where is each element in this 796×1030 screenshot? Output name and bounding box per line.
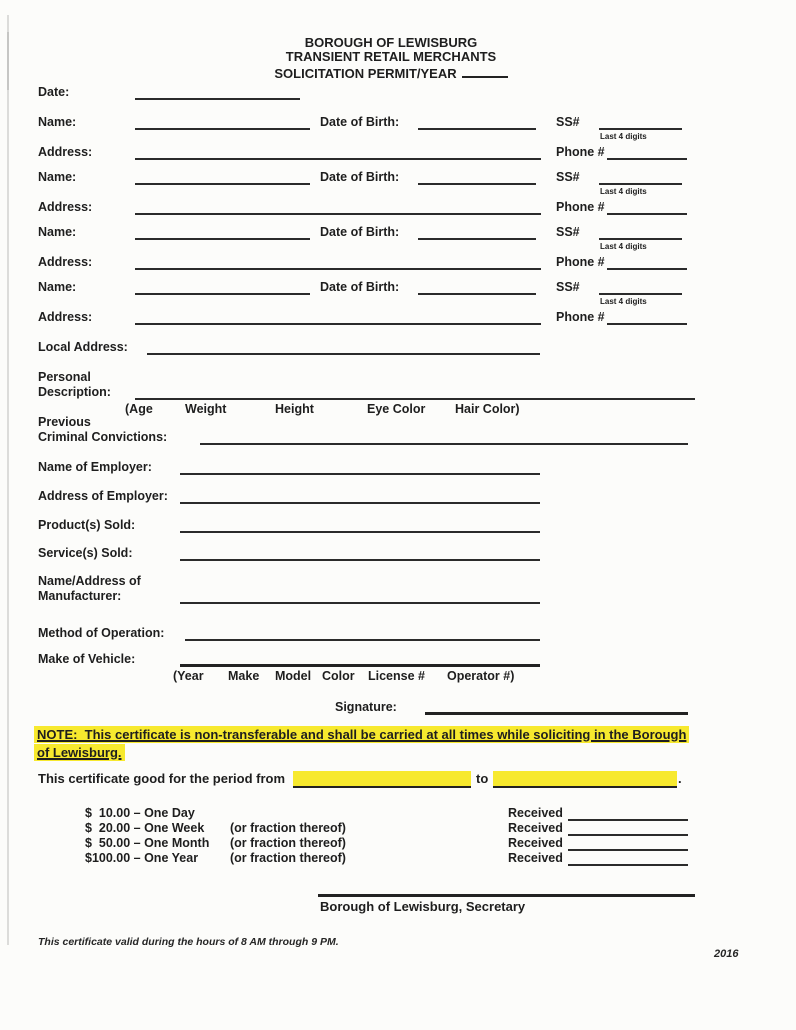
period-from-blank xyxy=(293,771,471,788)
fee-1-received-line xyxy=(568,819,688,821)
note-text-line1: NOTE: This certificate is non-transferable and shall be carried at all times while soliciting in the Borough xyxy=(34,726,689,743)
applicant-1-name-label: Name: xyxy=(38,115,77,129)
applicant-2-name-line xyxy=(135,183,310,185)
local-address-label: Local Address: xyxy=(38,340,128,354)
applicant-4-dob-label: Date of Birth: xyxy=(320,280,400,294)
method-of-operation-label: Method of Operation: xyxy=(38,626,165,640)
method-of-operation-line xyxy=(185,639,540,641)
fee-4-received-label: Received xyxy=(508,851,563,865)
vehicle-hint-year: (Year xyxy=(173,669,204,683)
vehicle-hint-model: Model xyxy=(275,669,312,683)
applicant-3-phone-line xyxy=(607,268,687,270)
manufacturer-label-line2: Manufacturer: xyxy=(38,589,122,603)
applicant-1-address-label: Address: xyxy=(38,145,93,159)
vehicle-hint-color: Color xyxy=(322,669,355,683)
date-label: Date: xyxy=(38,85,70,99)
fee-3-received-label: Received xyxy=(508,836,563,850)
personal-description-label-line1: Personal xyxy=(38,370,91,384)
applicant-3-address-label: Address: xyxy=(38,255,93,269)
employer-address-label: Address of Employer: xyxy=(38,489,168,503)
applicant-1-dob-label: Date of Birth: xyxy=(320,115,400,129)
fee-3-received-line xyxy=(568,849,688,851)
applicant-1-ss-line xyxy=(599,128,682,130)
period-prefix-label: This certificate good for the period from xyxy=(38,771,286,786)
employer-name-line xyxy=(180,473,540,475)
vehicle-hint-operator: Operator #) xyxy=(447,669,515,683)
fee-4-note: (or fraction thereof) xyxy=(230,851,346,865)
local-address-line xyxy=(147,353,540,355)
applicant-1-name-line xyxy=(135,128,310,130)
personal-hint-eye-color: Eye Color xyxy=(367,402,426,416)
fee-2-label: $ 20.00 – One Week xyxy=(85,821,205,835)
secretary-label: Borough of Lewisburg, Secretary xyxy=(320,899,526,914)
applicant-3-ss-line xyxy=(599,238,682,240)
applicant-2-address-line xyxy=(135,213,541,215)
applicant-2-address-label: Address: xyxy=(38,200,93,214)
convictions-label-line2: Criminal Convictions: xyxy=(38,430,168,444)
applicant-4-phone-label: Phone # xyxy=(556,310,605,324)
applicant-3-ss-hint: Last 4 digits xyxy=(600,242,647,251)
period-connector-label: to xyxy=(476,771,489,786)
applicant-3-dob-line xyxy=(418,238,536,240)
applicant-4-dob-line xyxy=(418,293,536,295)
form-title-line3 xyxy=(0,64,782,81)
applicant-1-phone-line xyxy=(607,158,687,160)
vehicle-hint-make: Make xyxy=(228,669,260,683)
personal-hint-hair-color: Hair Color) xyxy=(455,402,520,416)
fee-4-received-line xyxy=(568,864,688,866)
personal-description-label-line2: Description: xyxy=(38,385,111,399)
fee-3-note: (or fraction thereof) xyxy=(230,836,346,850)
applicant-3-name-line xyxy=(135,238,310,240)
fee-1-received-label: Received xyxy=(508,806,563,820)
secretary-signature-line xyxy=(318,894,695,897)
applicant-4-ss-line xyxy=(599,293,682,295)
applicant-4-address-line xyxy=(135,323,541,325)
manufacturer-line xyxy=(180,602,540,604)
signature-label: Signature: xyxy=(335,700,397,714)
vehicle-hint-license: License # xyxy=(368,669,425,683)
applicant-4-ss-label: SS# xyxy=(556,280,580,294)
applicant-4-name-label: Name: xyxy=(38,280,77,294)
date-line xyxy=(135,98,300,100)
applicant-3-name-label: Name: xyxy=(38,225,77,239)
applicant-2-dob-label: Date of Birth: xyxy=(320,170,400,184)
personal-hint-age: (Age xyxy=(125,402,153,416)
applicant-3-dob-label: Date of Birth: xyxy=(320,225,400,239)
services-sold-line xyxy=(180,559,540,561)
personal-description-line xyxy=(135,398,695,400)
applicant-2-dob-line xyxy=(418,183,536,185)
period-suffix: . xyxy=(678,771,682,786)
personal-hint-height: Height xyxy=(275,402,314,416)
applicant-3-phone-label: Phone # xyxy=(556,255,605,269)
valid-hours-note: This certificate valid during the hours of 8 AM through 9 PM. xyxy=(38,936,339,948)
fee-2-note: (or fraction thereof) xyxy=(230,821,346,835)
fee-1-label: $ 10.00 – One Day xyxy=(85,806,195,820)
fee-2-received-line xyxy=(568,834,688,836)
applicant-4-address-label: Address: xyxy=(38,310,93,324)
convictions-label-line1: Previous xyxy=(38,415,91,429)
fee-4-label: $100.00 – One Year xyxy=(85,851,199,865)
make-of-vehicle-line xyxy=(180,664,540,667)
personal-hint-weight: Weight xyxy=(185,402,227,416)
form-year: 2016 xyxy=(714,948,739,960)
applicant-3-ss-label: SS# xyxy=(556,225,580,239)
form-title-line3-text: SOLICITATION PERMIT/YEAR xyxy=(274,66,457,81)
form-title-line2: TRANSIENT RETAIL MERCHANTS xyxy=(285,49,497,64)
period-to-blank xyxy=(493,771,677,788)
note-text-line2: of Lewisburg. xyxy=(34,744,125,761)
applicant-4-ss-hint: Last 4 digits xyxy=(600,297,647,306)
form-title-line1: BOROUGH OF LEWISBURG xyxy=(304,35,478,50)
fee-2-received-label: Received xyxy=(508,821,563,835)
employer-name-label: Name of Employer: xyxy=(38,460,152,474)
products-sold-label: Product(s) Sold: xyxy=(38,518,136,532)
fee-3-label: $ 50.00 – One Month xyxy=(85,836,210,850)
applicant-1-phone-label: Phone # xyxy=(556,145,605,159)
applicant-4-name-line xyxy=(135,293,310,295)
services-sold-label: Service(s) Sold: xyxy=(38,546,133,560)
products-sold-line xyxy=(180,531,540,533)
applicant-2-name-label: Name: xyxy=(38,170,77,184)
make-of-vehicle-label: Make of Vehicle: xyxy=(38,652,136,666)
applicant-1-ss-label: SS# xyxy=(556,115,580,129)
employer-address-line xyxy=(180,502,540,504)
convictions-line xyxy=(200,443,688,445)
manufacturer-label-line1: Name/Address of xyxy=(38,574,141,588)
applicant-3-address-line xyxy=(135,268,541,270)
applicant-1-address-line xyxy=(135,158,541,160)
applicant-1-ss-hint: Last 4 digits xyxy=(600,132,647,141)
applicant-2-phone-label: Phone # xyxy=(556,200,605,214)
applicant-2-ss-hint: Last 4 digits xyxy=(600,187,647,196)
scan-edge-artifact xyxy=(7,15,9,945)
applicant-2-phone-line xyxy=(607,213,687,215)
applicant-2-ss-label: SS# xyxy=(556,170,580,184)
year-blank-line xyxy=(462,64,508,78)
applicant-1-dob-line xyxy=(418,128,536,130)
applicant-4-phone-line xyxy=(607,323,687,325)
applicant-2-ss-line xyxy=(599,183,682,185)
signature-line xyxy=(425,712,688,715)
